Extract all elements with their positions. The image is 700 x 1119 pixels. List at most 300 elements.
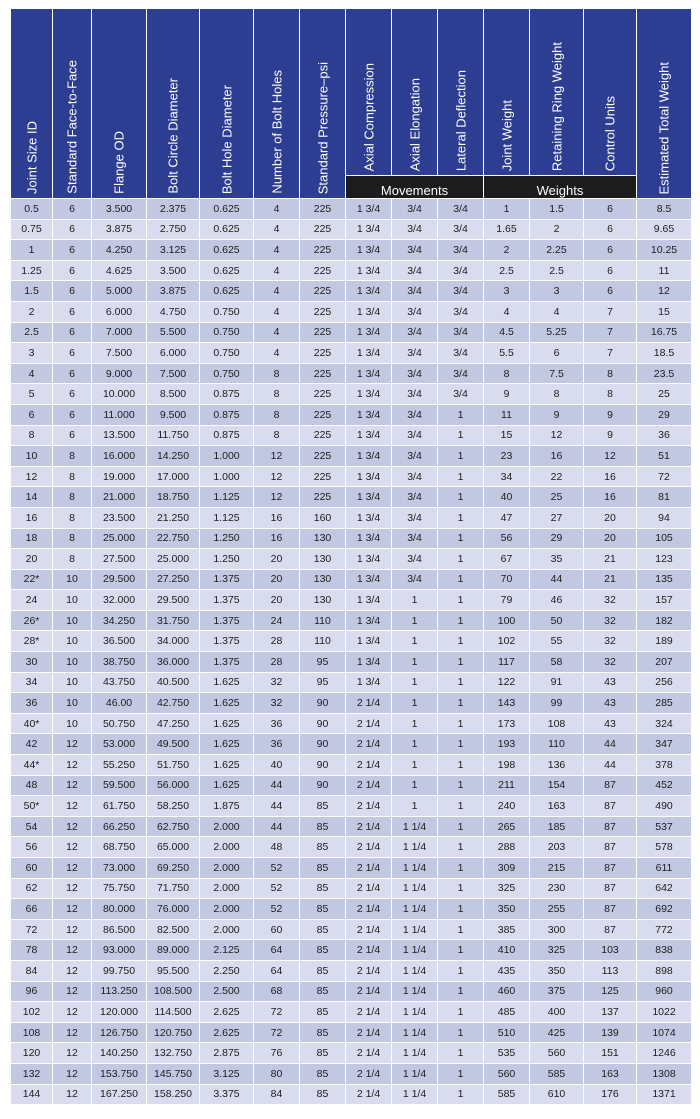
table-cell: 2 [484,240,530,261]
table-cell: 68 [254,981,300,1002]
table-cell: 225 [300,219,346,240]
table-cell: 7.500 [147,363,200,384]
table-cell: 143 [484,693,530,714]
table-cell: 8 [584,363,637,384]
table-cell: 225 [300,363,346,384]
table-cell: 61.750 [92,796,147,817]
table-cell: 1 [438,713,484,734]
table-cell: 1.625 [200,672,254,693]
table-cell: 1.625 [200,755,254,776]
table-cell: 85 [300,796,346,817]
table-cell: 3/4 [438,281,484,302]
table-cell: 3/4 [392,528,438,549]
table-cell: 0.750 [200,343,254,364]
table-cell: 10 [53,672,92,693]
table-cell: 42 [11,734,53,755]
table-cell: 24 [254,610,300,631]
table-cell: 490 [637,796,692,817]
table-cell: 2 1/4 [346,899,392,920]
table-cell: 46 [530,590,584,611]
table-cell: 2 [11,301,53,322]
table-cell: 84 [254,1084,300,1105]
table-cell: 1 3/4 [346,343,392,364]
table-cell: 3.500 [92,199,147,220]
table-cell: 1 1/4 [392,878,438,899]
table-cell: 1.000 [200,446,254,467]
table-cell: 9.500 [147,404,200,425]
table-cell: 105 [637,528,692,549]
table-cell: 5 [11,384,53,405]
table-cell: 12 [53,1063,92,1084]
table-cell: 2 1/4 [346,960,392,981]
header-label: Lateral Deflection [453,69,468,171]
table-cell: 132 [11,1063,53,1084]
table-cell: 3/4 [392,322,438,343]
table-cell: 435 [484,960,530,981]
table-cell: 3/4 [438,301,484,322]
table-cell: 4 [254,260,300,281]
table-cell: 12 [53,734,92,755]
table-cell: 72 [637,466,692,487]
table-cell: 65.000 [147,837,200,858]
table-cell: 20 [584,528,637,549]
table-cell: 1 3/4 [346,652,392,673]
movements-group-header: Movements [346,176,484,199]
table-cell: 1 [392,693,438,714]
table-cell: 1.65 [484,219,530,240]
table-cell: 3/4 [392,281,438,302]
table-cell: 2.5 [11,322,53,343]
table-cell: 0.750 [200,322,254,343]
table-cell: 2.750 [147,219,200,240]
table-cell: 7 [584,301,637,322]
table-row [11,1002,692,1023]
table-cell: 90 [300,755,346,776]
header-retaining-ring-weight [530,9,584,176]
table-cell: 0.625 [200,281,254,302]
table-cell: 89.000 [147,940,200,961]
table-cell: 1 3/4 [346,590,392,611]
table-cell: 160 [300,507,346,528]
table-cell: 1022 [637,1002,692,1023]
table-cell: 20 [254,590,300,611]
table-cell: 43.750 [92,672,147,693]
table-cell: 6 [53,363,92,384]
table-cell: 167.250 [92,1084,147,1105]
table-cell: 1 3/4 [346,549,392,570]
expansion-joint-spec-table [10,9,692,1105]
table-cell: 1 1/4 [392,1022,438,1043]
table-cell: 1 1/4 [392,1043,438,1064]
table-cell: 9 [584,404,637,425]
table-cell: 20 [584,507,637,528]
header-joint-size-id [11,9,53,199]
table-cell: 102 [484,631,530,652]
table-cell: 76.000 [147,899,200,920]
table-cell: 225 [300,384,346,405]
table-cell: 66.250 [92,816,147,837]
table-cell: 182 [637,610,692,631]
table-cell: 1 1/4 [392,960,438,981]
table-cell: 6 [11,404,53,425]
table-cell: 56 [11,837,53,858]
table-cell: 585 [484,1084,530,1105]
table-cell: 4.625 [92,260,147,281]
table-cell: 5.5 [484,343,530,364]
table-cell: 72 [11,919,53,940]
table-cell: 21.250 [147,507,200,528]
table-cell: 87 [584,858,637,879]
table-cell: 325 [530,940,584,961]
table-cell: 6 [53,281,92,302]
table-cell: 225 [300,240,346,261]
table-cell: 16.75 [637,322,692,343]
table-cell: 2.500 [200,981,254,1002]
table-cell: 11 [637,260,692,281]
table-cell: 485 [484,1002,530,1023]
table-cell: 4.5 [484,322,530,343]
table-cell: 5.000 [92,281,147,302]
table-cell: 1 1/4 [392,940,438,961]
table-cell: 8 [53,446,92,467]
table-cell: 1 3/4 [346,240,392,261]
table-cell: 12 [53,899,92,920]
table-cell: 44 [530,569,584,590]
table-cell: 1 [392,775,438,796]
table-cell: 21 [584,549,637,570]
table-cell: 1 3/4 [346,322,392,343]
table-cell: 1 [438,446,484,467]
table-cell: 100 [484,610,530,631]
header-joint-weight [484,9,530,176]
table-cell: 207 [637,652,692,673]
table-cell: 1 3/4 [346,281,392,302]
table-cell: 300 [530,919,584,940]
table-cell: 1 [438,775,484,796]
table-cell: 3/4 [392,466,438,487]
table-cell: 2.000 [200,919,254,940]
table-cell: 54 [11,816,53,837]
table-cell: 10.25 [637,240,692,261]
header-label: Retaining Ring Weight [549,41,564,171]
table-cell: 85 [300,899,346,920]
table-cell: 3/4 [392,507,438,528]
table-cell: 1 [438,652,484,673]
table-cell: 29.500 [147,590,200,611]
table-cell: 8 [254,404,300,425]
table-cell: 510 [484,1022,530,1043]
table-cell: 6 [584,260,637,281]
table-cell: 3/4 [438,363,484,384]
table-cell: 0.625 [200,219,254,240]
table-row [11,260,692,281]
table-cell: 87 [584,919,637,940]
table-cell: 1 [392,734,438,755]
table-cell: 215 [530,858,584,879]
table-row [11,425,692,446]
table-cell: 29 [637,404,692,425]
table-cell: 36.500 [92,631,147,652]
header-bolt-hole-diameter [200,9,254,199]
table-cell: 2 1/4 [346,878,392,899]
table-cell: 23.5 [637,363,692,384]
header-lateral-deflection [438,9,484,176]
table-cell: 3.125 [147,240,200,261]
table-cell: 1 3/4 [346,610,392,631]
table-cell: 1 [438,796,484,817]
table-cell: 72 [254,1022,300,1043]
table-cell: 1308 [637,1063,692,1084]
table-cell: 40.500 [147,672,200,693]
table-cell: 309 [484,858,530,879]
table-cell: 43 [584,713,637,734]
table-cell: 1 1/4 [392,899,438,920]
table-cell: 55.250 [92,755,147,776]
table-cell: 2.000 [200,816,254,837]
table-cell: 48 [254,837,300,858]
table-cell: 772 [637,919,692,940]
table-row [11,1022,692,1043]
table-cell: 1 [392,796,438,817]
table-cell: 8 [53,528,92,549]
table-cell: 4 [254,343,300,364]
table-cell: 3/4 [392,569,438,590]
table-cell: 7.5 [530,363,584,384]
table-cell: 0.875 [200,404,254,425]
table-cell: 6 [53,343,92,364]
table-cell: 7 [584,343,637,364]
table-cell: 18.5 [637,343,692,364]
table-row [11,240,692,261]
table-cell: 1.625 [200,775,254,796]
table-cell: 225 [300,301,346,322]
table-cell: 32 [254,693,300,714]
table-cell: 70 [484,569,530,590]
table-row [11,528,692,549]
table-cell: 95.500 [147,960,200,981]
table-cell: 1 [438,1002,484,1023]
table-cell: 2 1/4 [346,775,392,796]
table-cell: 1 [438,507,484,528]
table-cell: 12 [254,446,300,467]
table-cell: 6 [53,322,92,343]
table-cell: 3/4 [438,199,484,220]
table-cell: 87 [584,816,637,837]
table-cell: 12 [11,466,53,487]
table-cell: 12 [53,837,92,858]
table-cell: 16 [584,487,637,508]
table-cell: 1 [438,672,484,693]
table-cell: 130 [300,590,346,611]
table-cell: 123 [637,549,692,570]
table-row [11,590,692,611]
table-cell: 8 [53,549,92,570]
header-label: Joint Weight [499,99,514,171]
header-label: Bolt Hole Diameter [219,84,234,194]
table-cell: 40 [254,755,300,776]
table-cell: 225 [300,322,346,343]
table-cell: 8 [53,507,92,528]
table-cell: 560 [484,1063,530,1084]
table-cell: 1 1/4 [392,837,438,858]
table-cell: 84 [11,960,53,981]
table-cell: 2.875 [200,1043,254,1064]
table-cell: 2.000 [200,858,254,879]
table-cell: 69.250 [147,858,200,879]
table-cell: 30 [11,652,53,673]
table-row [11,919,692,940]
table-cell: 425 [530,1022,584,1043]
table-cell: 6 [53,219,92,240]
table-cell: 10 [53,652,92,673]
table-cell: 12 [53,1043,92,1064]
table-cell: 265 [484,816,530,837]
table-cell: 3/4 [392,301,438,322]
table-cell: 1074 [637,1022,692,1043]
table-cell: 1371 [637,1084,692,1105]
table-cell: 145.750 [147,1063,200,1084]
table-cell: 80.000 [92,899,147,920]
table-cell: 75.750 [92,878,147,899]
table-cell: 28 [254,631,300,652]
table-cell: 85 [300,1043,346,1064]
table-cell: 52 [254,858,300,879]
table-cell: 3/4 [392,343,438,364]
table-cell: 1 3/4 [346,466,392,487]
table-cell: 255 [530,899,584,920]
table-cell: 2 1/4 [346,796,392,817]
header-flange-od [92,9,147,199]
table-cell: 76 [254,1043,300,1064]
table-row [11,652,692,673]
table-cell: 3.375 [200,1084,254,1105]
table-cell: 102 [11,1002,53,1023]
table-cell: 6 [530,343,584,364]
table-row [11,219,692,240]
table-cell: 3.500 [147,260,200,281]
table-cell: 3 [484,281,530,302]
table-row [11,1084,692,1105]
table-cell: 0.875 [200,384,254,405]
table-cell: 6 [53,404,92,425]
table-cell: 2 1/4 [346,981,392,1002]
table-cell: 1.000 [200,466,254,487]
table-cell: 12 [53,981,92,1002]
table-cell: 10 [53,693,92,714]
table-cell: 8 [584,384,637,405]
table-cell: 85 [300,1063,346,1084]
table-cell: 139 [584,1022,637,1043]
table-cell: 4 [254,301,300,322]
table-cell: 27 [530,507,584,528]
table-cell: 85 [300,816,346,837]
table-cell: 40 [484,487,530,508]
table-cell: 535 [484,1043,530,1064]
table-cell: 23.500 [92,507,147,528]
table-cell: 3/4 [392,363,438,384]
table-cell: 18 [11,528,53,549]
table-cell: 2 1/4 [346,1022,392,1043]
table-row [11,384,692,405]
table-cell: 35 [530,549,584,570]
table-cell: 8 [254,425,300,446]
table-cell: 4 [254,199,300,220]
table-cell: 110 [300,610,346,631]
table-cell: 1 [392,672,438,693]
table-cell: 120 [11,1043,53,1064]
table-cell: 3/4 [392,487,438,508]
table-cell: 3/4 [392,240,438,261]
table-cell: 1 1/4 [392,816,438,837]
table-cell: 1 [438,1022,484,1043]
table-cell: 44 [254,775,300,796]
table-cell: 193 [484,734,530,755]
table-cell: 3/4 [392,425,438,446]
table-cell: 64 [254,960,300,981]
table-cell: 1 3/4 [346,507,392,528]
table-row [11,858,692,879]
table-cell: 52 [254,899,300,920]
table-cell: 1.375 [200,610,254,631]
table-cell: 1 [392,755,438,776]
table-cell: 16 [254,507,300,528]
table-cell: 137 [584,1002,637,1023]
table-cell: 85 [300,940,346,961]
table-row [11,796,692,817]
table-cell: 610 [530,1084,584,1105]
table-cell: 72 [254,1002,300,1023]
table-cell: 12 [53,878,92,899]
table-cell: 1 3/4 [346,528,392,549]
table-cell: 5.500 [147,322,200,343]
table-row [11,343,692,364]
table-cell: 2.625 [200,1002,254,1023]
table-cell: 34 [484,466,530,487]
table-cell: 163 [584,1063,637,1084]
table-cell: 48 [11,775,53,796]
table-cell: 7.000 [92,322,147,343]
table-cell: 1 [438,816,484,837]
table-cell: 14 [11,487,53,508]
table-cell: 225 [300,425,346,446]
table-cell: 1 1/4 [392,1084,438,1105]
table-cell: 103 [584,940,637,961]
table-cell: 11.000 [92,404,147,425]
table-cell: 1.625 [200,734,254,755]
table-cell: 2 1/4 [346,713,392,734]
table-cell: 27.500 [92,549,147,570]
table-cell: 90 [300,693,346,714]
table-cell: 108.500 [147,981,200,1002]
table-cell: 122 [484,672,530,693]
table-cell: 1.625 [200,693,254,714]
table-cell: 578 [637,837,692,858]
table-cell: 3/4 [438,260,484,281]
table-row [11,816,692,837]
table-cell: 36.000 [147,652,200,673]
table-cell: 12 [53,796,92,817]
table-cell: 1 [438,899,484,920]
table-cell: 36 [254,713,300,734]
table-cell: 50 [530,610,584,631]
table-cell: 230 [530,878,584,899]
table-cell: 225 [300,343,346,364]
table-cell: 15 [637,301,692,322]
header-label: Flange OD [111,131,127,194]
table-cell: 24 [11,590,53,611]
table-cell: 67 [484,549,530,570]
table-cell: 59.500 [92,775,147,796]
